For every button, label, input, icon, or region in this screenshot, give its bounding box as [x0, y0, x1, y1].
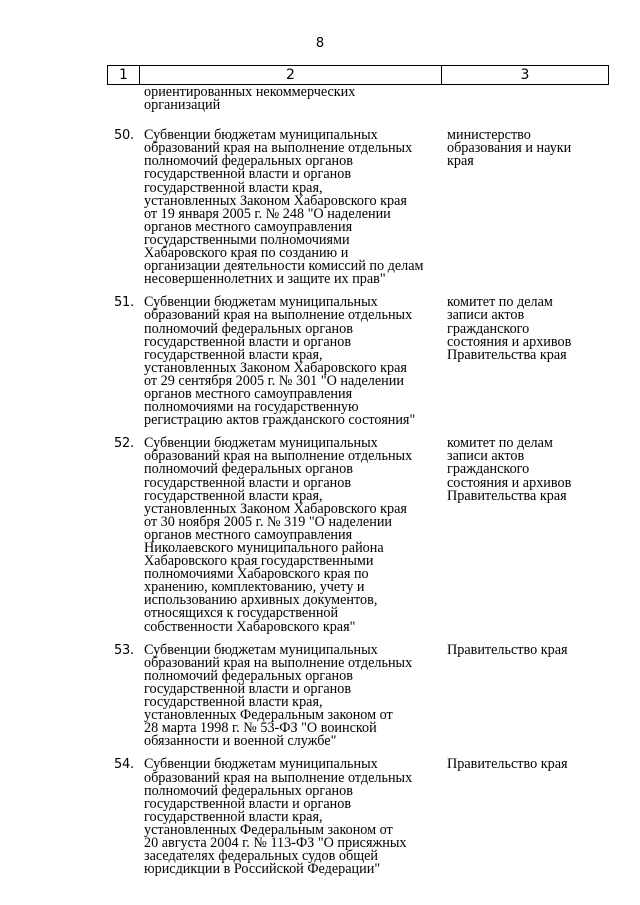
- row-executor: комитет по делам записи актов гражданского состояния и архивов Правительства края: [447, 294, 572, 363]
- row-name: ориентированных некоммерческих организаций: [144, 84, 356, 114]
- row-executor: министерство образования и науки края: [447, 127, 572, 170]
- table-row: [107, 437, 609, 633]
- row-number: 50.: [114, 128, 134, 144]
- row-executor: комитет по делам записи актов гражданского состояния и архивов Правительства края: [447, 435, 572, 504]
- table-row-continuation: [107, 86, 609, 112]
- row-name: Субвенции бюджетам муниципальных образований края на выполнение отдельных полномочий федеральных органов государственной власти и органов государственной власти края, установленных Законом Хабаровского края от 30 ноября 2005 г. № 319 "О наделении органов местного самоуправления Николаевского муниципального района Хабаровского края государственными полномочиями Хабаровского края по хранению, комплектованию, учету и использованию архивных документов, относящихся к государственной собственности Хабаровского края": [144, 435, 413, 635]
- table-row: [107, 641, 609, 750]
- row-name: Субвенции бюджетам муниципальных образований края на выполнение отдельных полномочий федеральных органов государственной власти и органов государственной власти края, установленных Федеральным законом от 28 марта 1998 г. № 53-ФЗ "О воинской обязанности и военной службе": [144, 641, 413, 750]
- table-header: [107, 65, 609, 85]
- header-col-2: 2: [140, 66, 442, 84]
- table-row: [107, 758, 609, 876]
- row-number: 52.: [114, 436, 134, 452]
- row-executor: Правительство края: [447, 756, 568, 773]
- header-col-1: 1: [108, 66, 140, 84]
- table-row: [107, 129, 609, 286]
- row-number: 53.: [114, 642, 134, 658]
- row-name: Субвенции бюджетам муниципальных образований края на выполнение отдельных полномочий федеральных органов государственной власти и органов государственной власти края, установленных Законом Хабаровского края от 29 сентября 2005 г. № 301 "О наделении органов местного самоуправления полномочиями на государственную регистрацию актов гражданского состояния": [144, 294, 416, 429]
- header-col-3: 3: [520, 67, 530, 83]
- row-number: [107, 86, 144, 112]
- row-name: Субвенции бюджетам муниципальных образований края на выполнение отдельных полномочий федеральных органов государственной власти и органов государственной власти края, установленных Законом Хабаровского края от 19 января 2005 г. № 248 "О наделении органов местного самоуправления государственными полномочиями Хабаровского края по созданию и организации деятельности комиссий по делам несовершеннолетних и защите их прав": [144, 127, 424, 288]
- row-name: Субвенции бюджетам муниципальных образований края на выполнение отдельных полномочий федеральных органов государственной власти и органов государственной власти края, установленных Федеральным законом от 20 августа 2004 г. № 113-ФЗ "О присяжных заседателях федеральных судов общей юрисдикции в Российской Федерации": [144, 756, 413, 878]
- page-number: 8: [315, 36, 325, 51]
- table-body: [107, 86, 609, 876]
- row-executor: Правительство края: [447, 641, 568, 658]
- row-executor: [447, 86, 609, 112]
- table-row: [107, 296, 609, 427]
- row-number: 54.: [114, 757, 134, 773]
- row-number: 51.: [114, 295, 134, 311]
